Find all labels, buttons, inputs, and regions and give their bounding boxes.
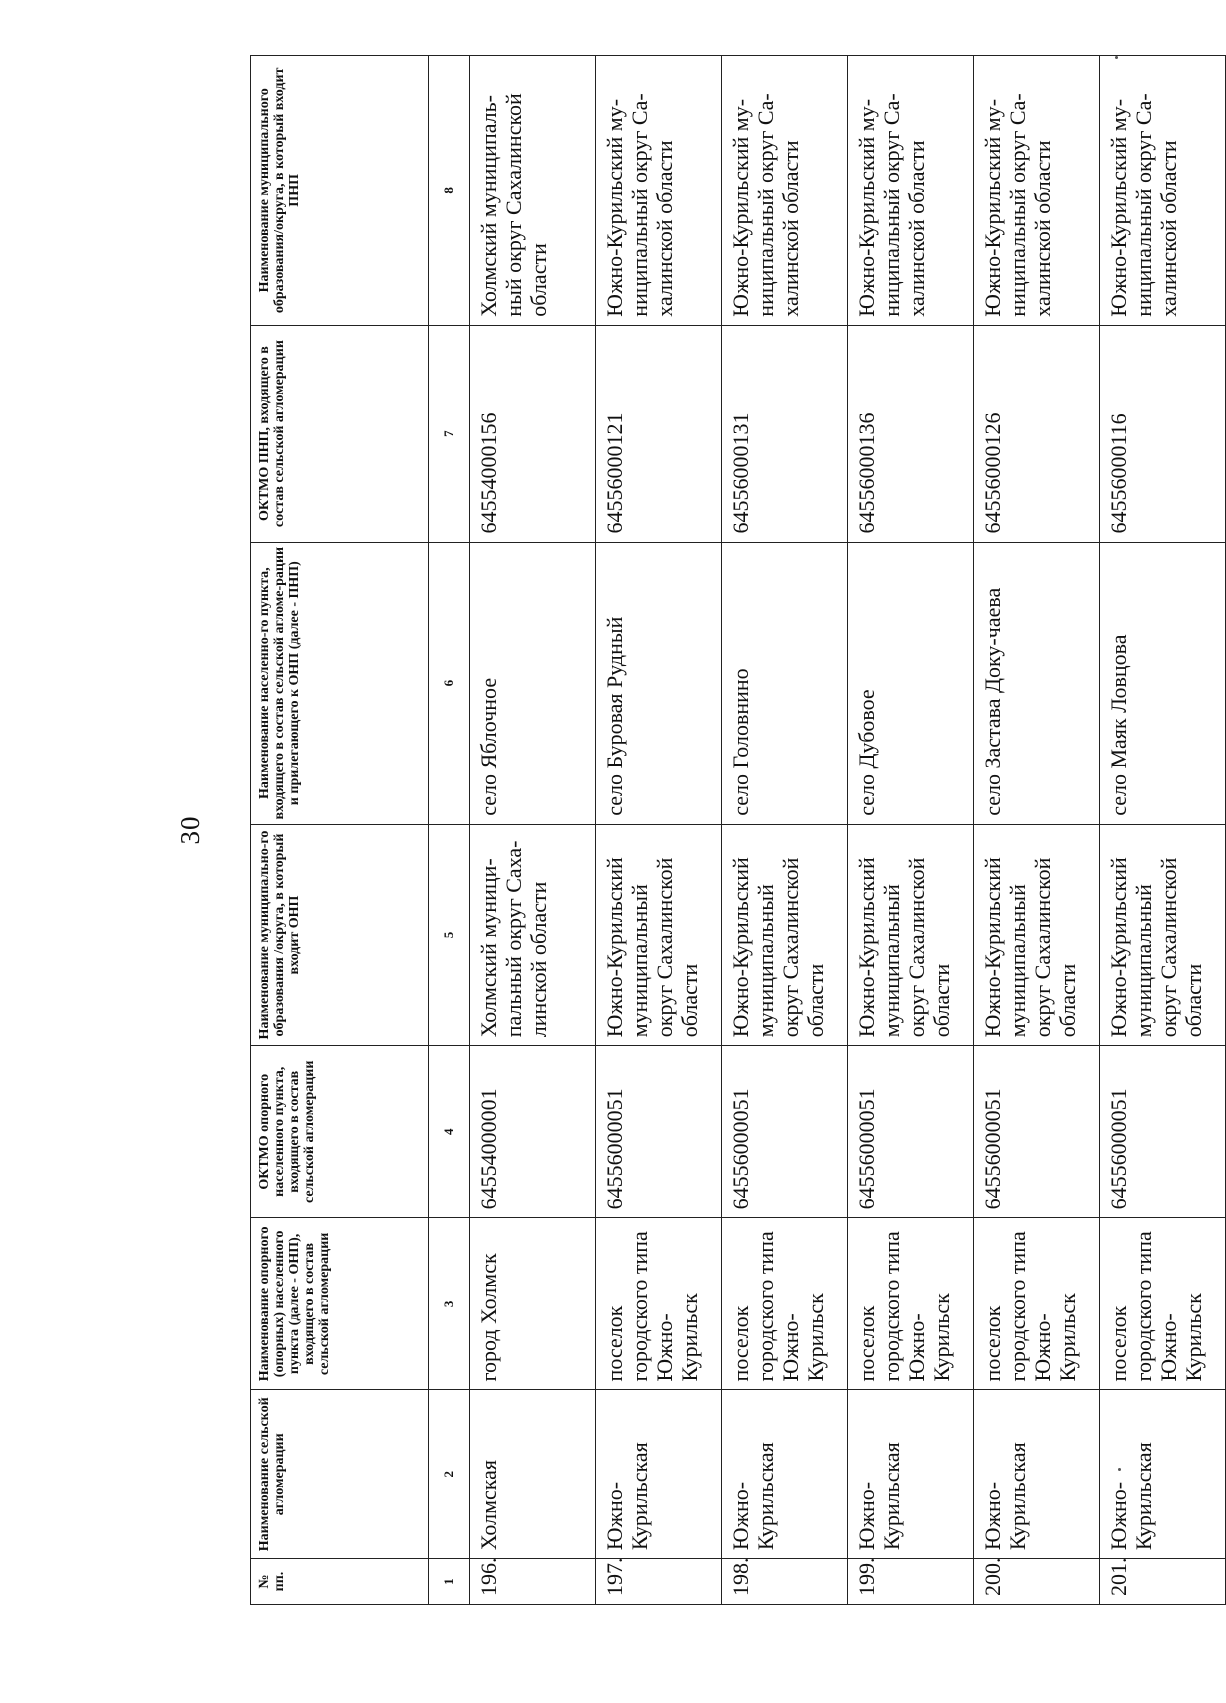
onp-municipality: Южно-Курильский муниципальный округ Сахалинской области	[1100, 824, 1226, 1045]
pnp-oktmo: 64554000156	[470, 325, 596, 542]
pnp-municipality: Южно-Курильский му-ниципальный округ Са-халинской области	[1100, 56, 1226, 326]
column-number-row	[429, 56, 470, 1605]
column-number: 3	[429, 1218, 470, 1390]
onp-municipality: Южно-Курильский муниципальный округ Сахалинской области	[974, 824, 1100, 1045]
row-number: 196.	[470, 1559, 596, 1605]
column-number: 2	[429, 1390, 470, 1559]
onp-oktmo: 64556000051	[1100, 1046, 1226, 1218]
pnp-name: село Застава Доку-чаева	[974, 542, 1100, 824]
onp-name: поселок городского типа Южно-Курильск	[722, 1218, 848, 1390]
agglomeration-name: Южно-Курильская	[974, 1390, 1100, 1559]
agglomeration-name: Южно-Курильская	[848, 1390, 974, 1559]
row-number: 199.	[848, 1559, 974, 1605]
pnp-municipality: Южно-Курильский му-ниципальный округ Са-халинской области	[848, 56, 974, 326]
column-number: 1	[429, 1559, 470, 1605]
agglomeration-name: Южно-Курильская	[1100, 1390, 1226, 1559]
pnp-name: село Маяк Ловцова	[1100, 542, 1226, 824]
onp-oktmo: 64554000001	[470, 1046, 596, 1218]
pnp-name: село Яблочное	[470, 542, 596, 824]
page-number: 30	[175, 815, 205, 845]
scan-speck	[1115, 56, 1118, 59]
pnp-name: село Головнино	[722, 542, 848, 824]
scan-speck	[1118, 1468, 1121, 1471]
onp-municipality: Южно-Курильский муниципальный округ Сахалинской области	[722, 824, 848, 1045]
header-cell-onp-name: Наименование опорного (опорных) населенного пункта (далее - ОНП), входящего в состав сельской агломерации	[251, 1218, 429, 1390]
onp-oktmo: 64556000051	[974, 1046, 1100, 1218]
onp-oktmo: 64556000051	[596, 1046, 722, 1218]
row-number: 198.	[722, 1559, 848, 1605]
pnp-oktmo: 64556000126	[974, 325, 1100, 542]
column-number: 6	[429, 542, 470, 824]
pnp-municipality: Южно-Курильский му-ниципальный округ Са-халинской области	[722, 56, 848, 326]
table-row	[848, 56, 974, 1605]
onp-name: поселок городского типа Южно-Курильск	[974, 1218, 1100, 1390]
table-row	[1100, 56, 1226, 1605]
row-number: 197.	[596, 1559, 722, 1605]
column-number: 5	[429, 824, 470, 1045]
onp-name: поселок городского типа Южно-Курильск	[1100, 1218, 1226, 1390]
header-cell-pnp-name: Наименование населенно-го пункта, входящего в состав сельской агломе-рации и прилегающего к ОНП (далее - ПНП)	[251, 542, 429, 824]
pnp-oktmo: 64556000121	[596, 325, 722, 542]
pnp-oktmo: 64556000131	[722, 325, 848, 542]
pnp-oktmo: 64556000136	[848, 325, 974, 542]
onp-municipality: Южно-Курильский муниципальный округ Сахалинской области	[596, 824, 722, 1045]
onp-municipality: Холмский муници-пальный округ Саха-линской области	[470, 824, 596, 1045]
column-number: 4	[429, 1046, 470, 1218]
table-row	[722, 56, 848, 1605]
agglomeration-name: Южно-Курильская	[596, 1390, 722, 1559]
column-number: 8	[429, 56, 470, 326]
row-number: 200.	[974, 1559, 1100, 1605]
onp-name: город Холмск	[470, 1218, 596, 1390]
header-cell-number: № пп.	[251, 1559, 429, 1605]
onp-name: поселок городского типа Южно-Курильск	[848, 1218, 974, 1390]
agglomeration-name: Южно-Курильская	[722, 1390, 848, 1559]
pnp-oktmo: 64556000116	[1100, 325, 1226, 542]
table-row	[470, 56, 596, 1605]
table-row	[596, 56, 722, 1605]
pnp-municipality: Южно-Курильский му-ниципальный округ Са-халинской области	[596, 56, 722, 326]
pnp-name: село Буровая Рудный	[596, 542, 722, 824]
table-row	[974, 56, 1100, 1605]
header-cell-onp-municipality: Наименование муниципально-го образования /округа, в который входит ОНП	[251, 824, 429, 1045]
column-number: 7	[429, 325, 470, 542]
onp-oktmo: 64556000051	[848, 1046, 974, 1218]
row-number: 201.	[1100, 1559, 1226, 1605]
pnp-municipality: Южно-Курильский му-ниципальный округ Са-халинской области	[974, 56, 1100, 326]
onp-oktmo: 64556000051	[722, 1046, 848, 1218]
onp-municipality: Южно-Курильский муниципальный округ Сахалинской области	[848, 824, 974, 1045]
rotated-page-content	[175, 55, 1206, 1605]
header-cell-onp-oktmo: ОКТМО опорного населенного пункта, входящего в состав сельской агломерации	[251, 1046, 429, 1218]
header-row	[251, 56, 429, 1605]
header-cell-pnp-municipality: Наименование муниципального образования/округа, в который входит ПНП	[251, 56, 429, 326]
header-cell-pnp-oktmo: ОКТМО ПНП, входящего в состав сельской агломерации	[251, 325, 429, 542]
agglomeration-name: Холмская	[470, 1390, 596, 1559]
header-cell-agglomeration: Наименование сельской агломерации	[251, 1390, 429, 1559]
pnp-municipality: Холмский муниципаль-ный округ Сахалинской области	[470, 56, 596, 326]
onp-name: поселок городского типа Южно-Курильск	[596, 1218, 722, 1390]
pnp-name: село Дубовое	[848, 542, 974, 824]
agglomeration-table	[250, 55, 1226, 1605]
